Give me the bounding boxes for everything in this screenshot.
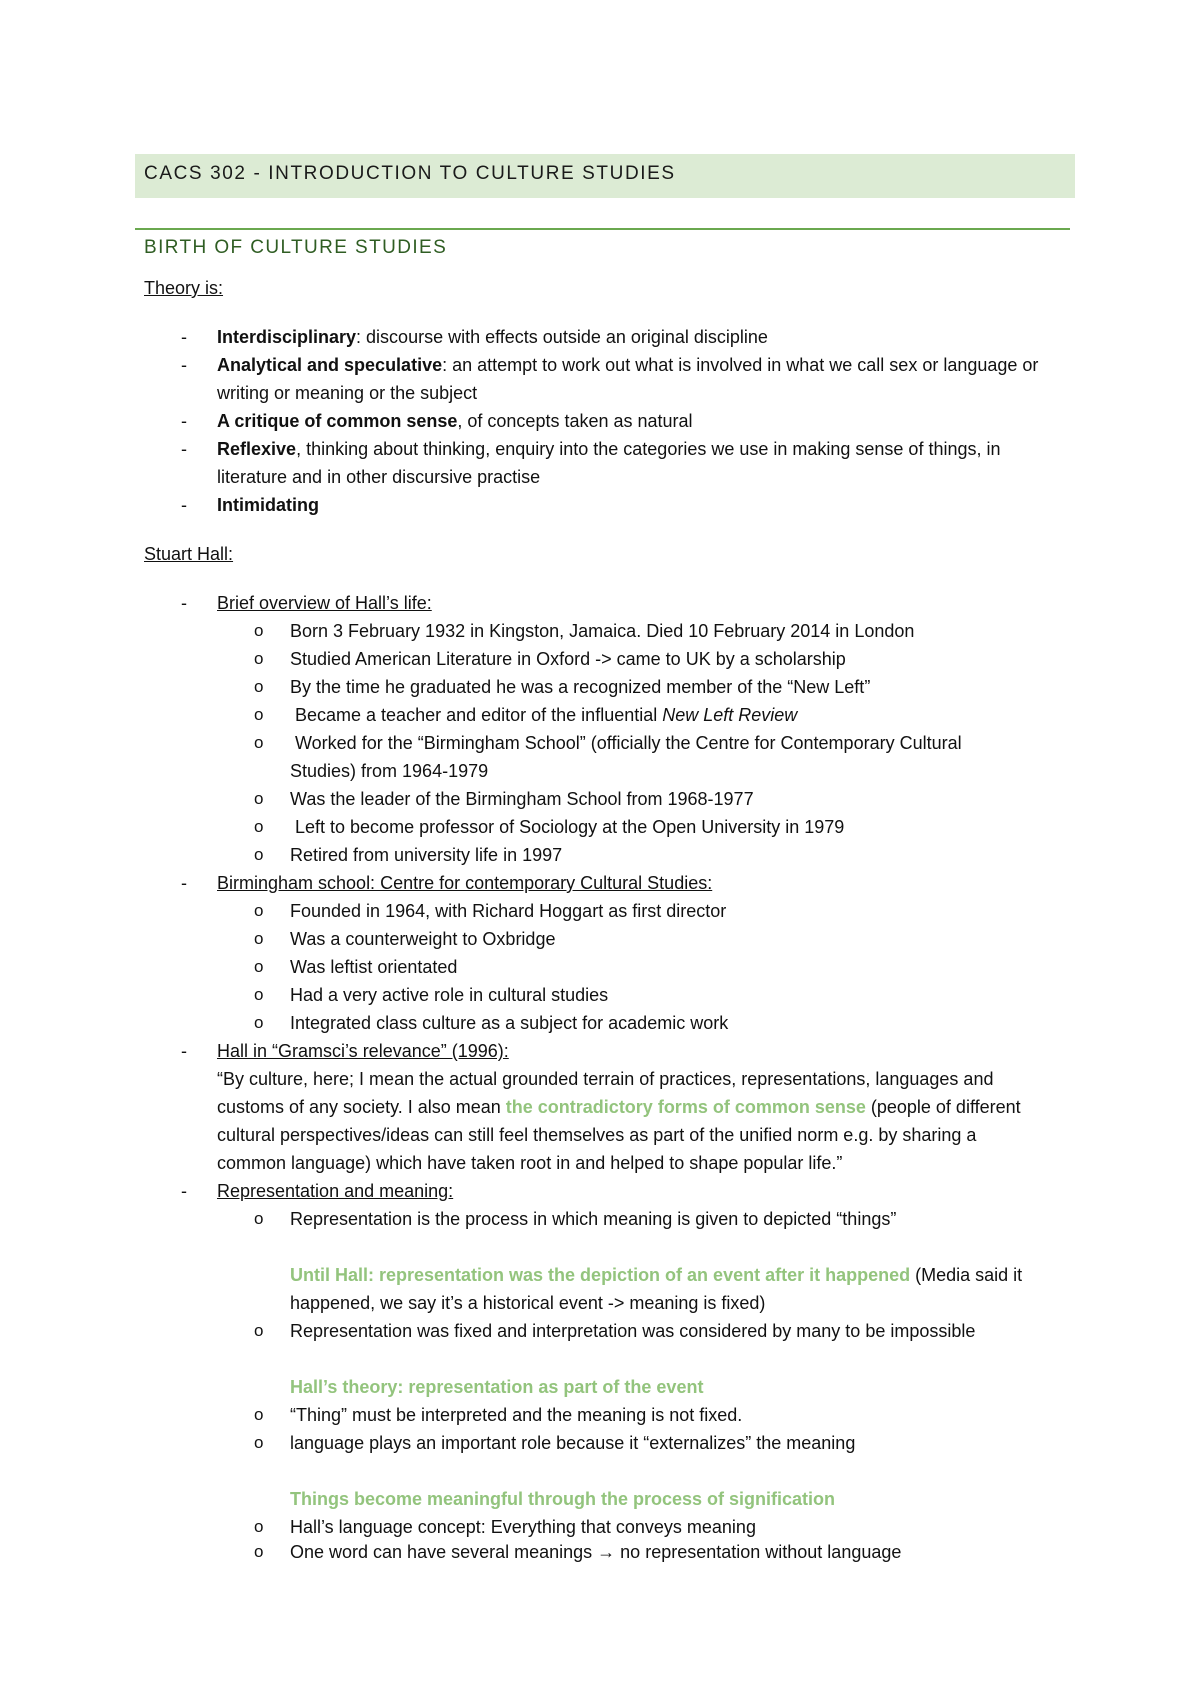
theory-item-5: Intimidating <box>217 495 319 515</box>
section-divider <box>135 228 1070 230</box>
representation-item: language plays an important role because it “externalizes” the meaning <box>290 1433 856 1453</box>
page-title: CACS 302 - INTRODUCTION TO CULTURE STUDIES <box>144 163 676 184</box>
birmingham-item: Was a counterweight to Oxbridge <box>290 929 556 949</box>
theory-item-2-cont: writing or meaning or the subject <box>217 383 478 403</box>
bullet-circle: o <box>254 901 264 920</box>
bullet-circle: o <box>254 677 264 696</box>
bullet-dash: - <box>181 873 187 893</box>
bullet-dash: - <box>181 495 187 515</box>
bullet-dash: - <box>181 1181 187 1201</box>
bullet-circle: o <box>254 845 264 864</box>
representation-item: One word can have several meanings → no representation without language <box>290 1542 902 1562</box>
overview-item: Left to become professor of Sociology at the Open University in 1979 <box>290 817 845 837</box>
representation-item: Representation was fixed and interpretation was considered by many to be impossible <box>290 1321 976 1341</box>
birmingham-label: Birmingham school: Centre for contemporary Cultural Studies: <box>217 873 713 893</box>
birmingham-item: Integrated class culture as a subject for academic work <box>290 1013 729 1033</box>
bullet-circle: o <box>254 1013 264 1032</box>
birmingham-item: Founded in 1964, with Richard Hoggart as first director <box>290 901 727 921</box>
bullet-circle: o <box>254 1321 264 1340</box>
overview-item: Born 3 February 1932 in Kingston, Jamaica. Died 10 February 2014 in London <box>290 621 915 641</box>
overview-item: Studied American Literature in Oxford -> came to UK by a scholarship <box>290 649 846 669</box>
bullet-circle: o <box>254 957 264 976</box>
theory-item-4: Reflexive, thinking about thinking, enquiry into the categories we use in making sense of things, in <box>217 439 1001 459</box>
bullet-circle: o <box>254 1517 264 1536</box>
bullet-dash: - <box>181 411 187 431</box>
theory-label: Theory is: <box>144 278 224 298</box>
bullet-circle: o <box>254 929 264 948</box>
bullet-circle: o <box>254 705 264 724</box>
bullet-circle: o <box>254 733 264 752</box>
theory-item-4-cont: literature and in other discursive practise <box>217 467 541 487</box>
bullet-dash: - <box>181 1041 187 1061</box>
representation-item: Hall’s language concept: Everything that conveys meaning <box>290 1517 756 1537</box>
hall-label: Stuart Hall: <box>144 544 234 564</box>
bullet-circle: o <box>254 1433 264 1452</box>
overview-item: Was the leader of the Birmingham School from 1968-1977 <box>290 789 754 809</box>
gramsci-quote-line: common language) which have taken root in and helped to shape popular life.” <box>217 1153 843 1173</box>
overview-item: Retired from university life in 1997 <box>290 845 563 865</box>
overview-item: By the time he graduated he was a recognized member of the “New Left” <box>290 677 871 697</box>
bullet-circle: o <box>254 1542 264 1561</box>
gramsci-quote-line: cultural perspectives/ideas can still feel themselves as part of the unified norm e.g. by sharing a <box>217 1125 977 1145</box>
theory-item-1: Interdisciplinary: discourse with effects outside an original discipline <box>217 327 768 347</box>
bullet-circle: o <box>254 1405 264 1424</box>
bullet-circle: o <box>254 649 264 668</box>
bullet-dash: - <box>181 593 187 613</box>
signification-heading: Things become meaningful through the process of signification <box>290 1489 836 1509</box>
section-heading: BIRTH OF CULTURE STUDIES <box>144 237 448 258</box>
overview-item-cont: Studies) from 1964-1979 <box>290 761 489 781</box>
arrow-right-icon: → <box>597 1542 616 1562</box>
overview-label: Brief overview of Hall’s life: <box>217 593 432 613</box>
gramsci-label: Hall in “Gramsci’s relevance” (1996): <box>217 1041 509 1061</box>
bullet-circle: o <box>254 621 264 640</box>
hall-theory-heading: Hall’s theory: representation as part of the event <box>290 1377 704 1397</box>
birmingham-item: Was leftist orientated <box>290 957 458 977</box>
bullet-dash: - <box>181 355 187 375</box>
bullet-dash: - <box>181 327 187 347</box>
bullet-circle: o <box>254 817 264 836</box>
overview-item: Worked for the “Birmingham School” (officially the Centre for Contemporary Cultural <box>290 733 962 753</box>
representation-item: Representation is the process in which meaning is given to depicted “things” <box>290 1209 897 1229</box>
birmingham-item: Had a very active role in cultural studies <box>290 985 609 1005</box>
overview-item: Became a teacher and editor of the influential New Left Review <box>290 705 798 725</box>
bullet-circle: o <box>254 789 264 808</box>
representation-item: “Thing” must be interpreted and the meaning is not fixed. <box>290 1405 743 1425</box>
theory-item-3: A critique of common sense, of concepts taken as natural <box>217 411 693 431</box>
representation-label: Representation and meaning: <box>217 1181 454 1201</box>
until-hall-cont: happened, we say it’s a historical event -> meaning is fixed) <box>290 1293 766 1313</box>
gramsci-quote-line: customs of any society. I also mean the contradictory forms of common sense (people of different <box>217 1097 1021 1117</box>
bullet-circle: o <box>254 985 264 1004</box>
gramsci-quote-line: “By culture, here; I mean the actual grounded terrain of practices, representations, languages and <box>217 1069 994 1089</box>
until-hall-line: Until Hall: representation was the depiction of an event after it happened (Media said it <box>290 1265 1023 1285</box>
theory-item-2: Analytical and speculative: an attempt to work out what is involved in what we call sex or language or <box>217 355 1039 375</box>
bullet-dash: - <box>181 439 187 459</box>
bullet-circle: o <box>254 1209 264 1228</box>
